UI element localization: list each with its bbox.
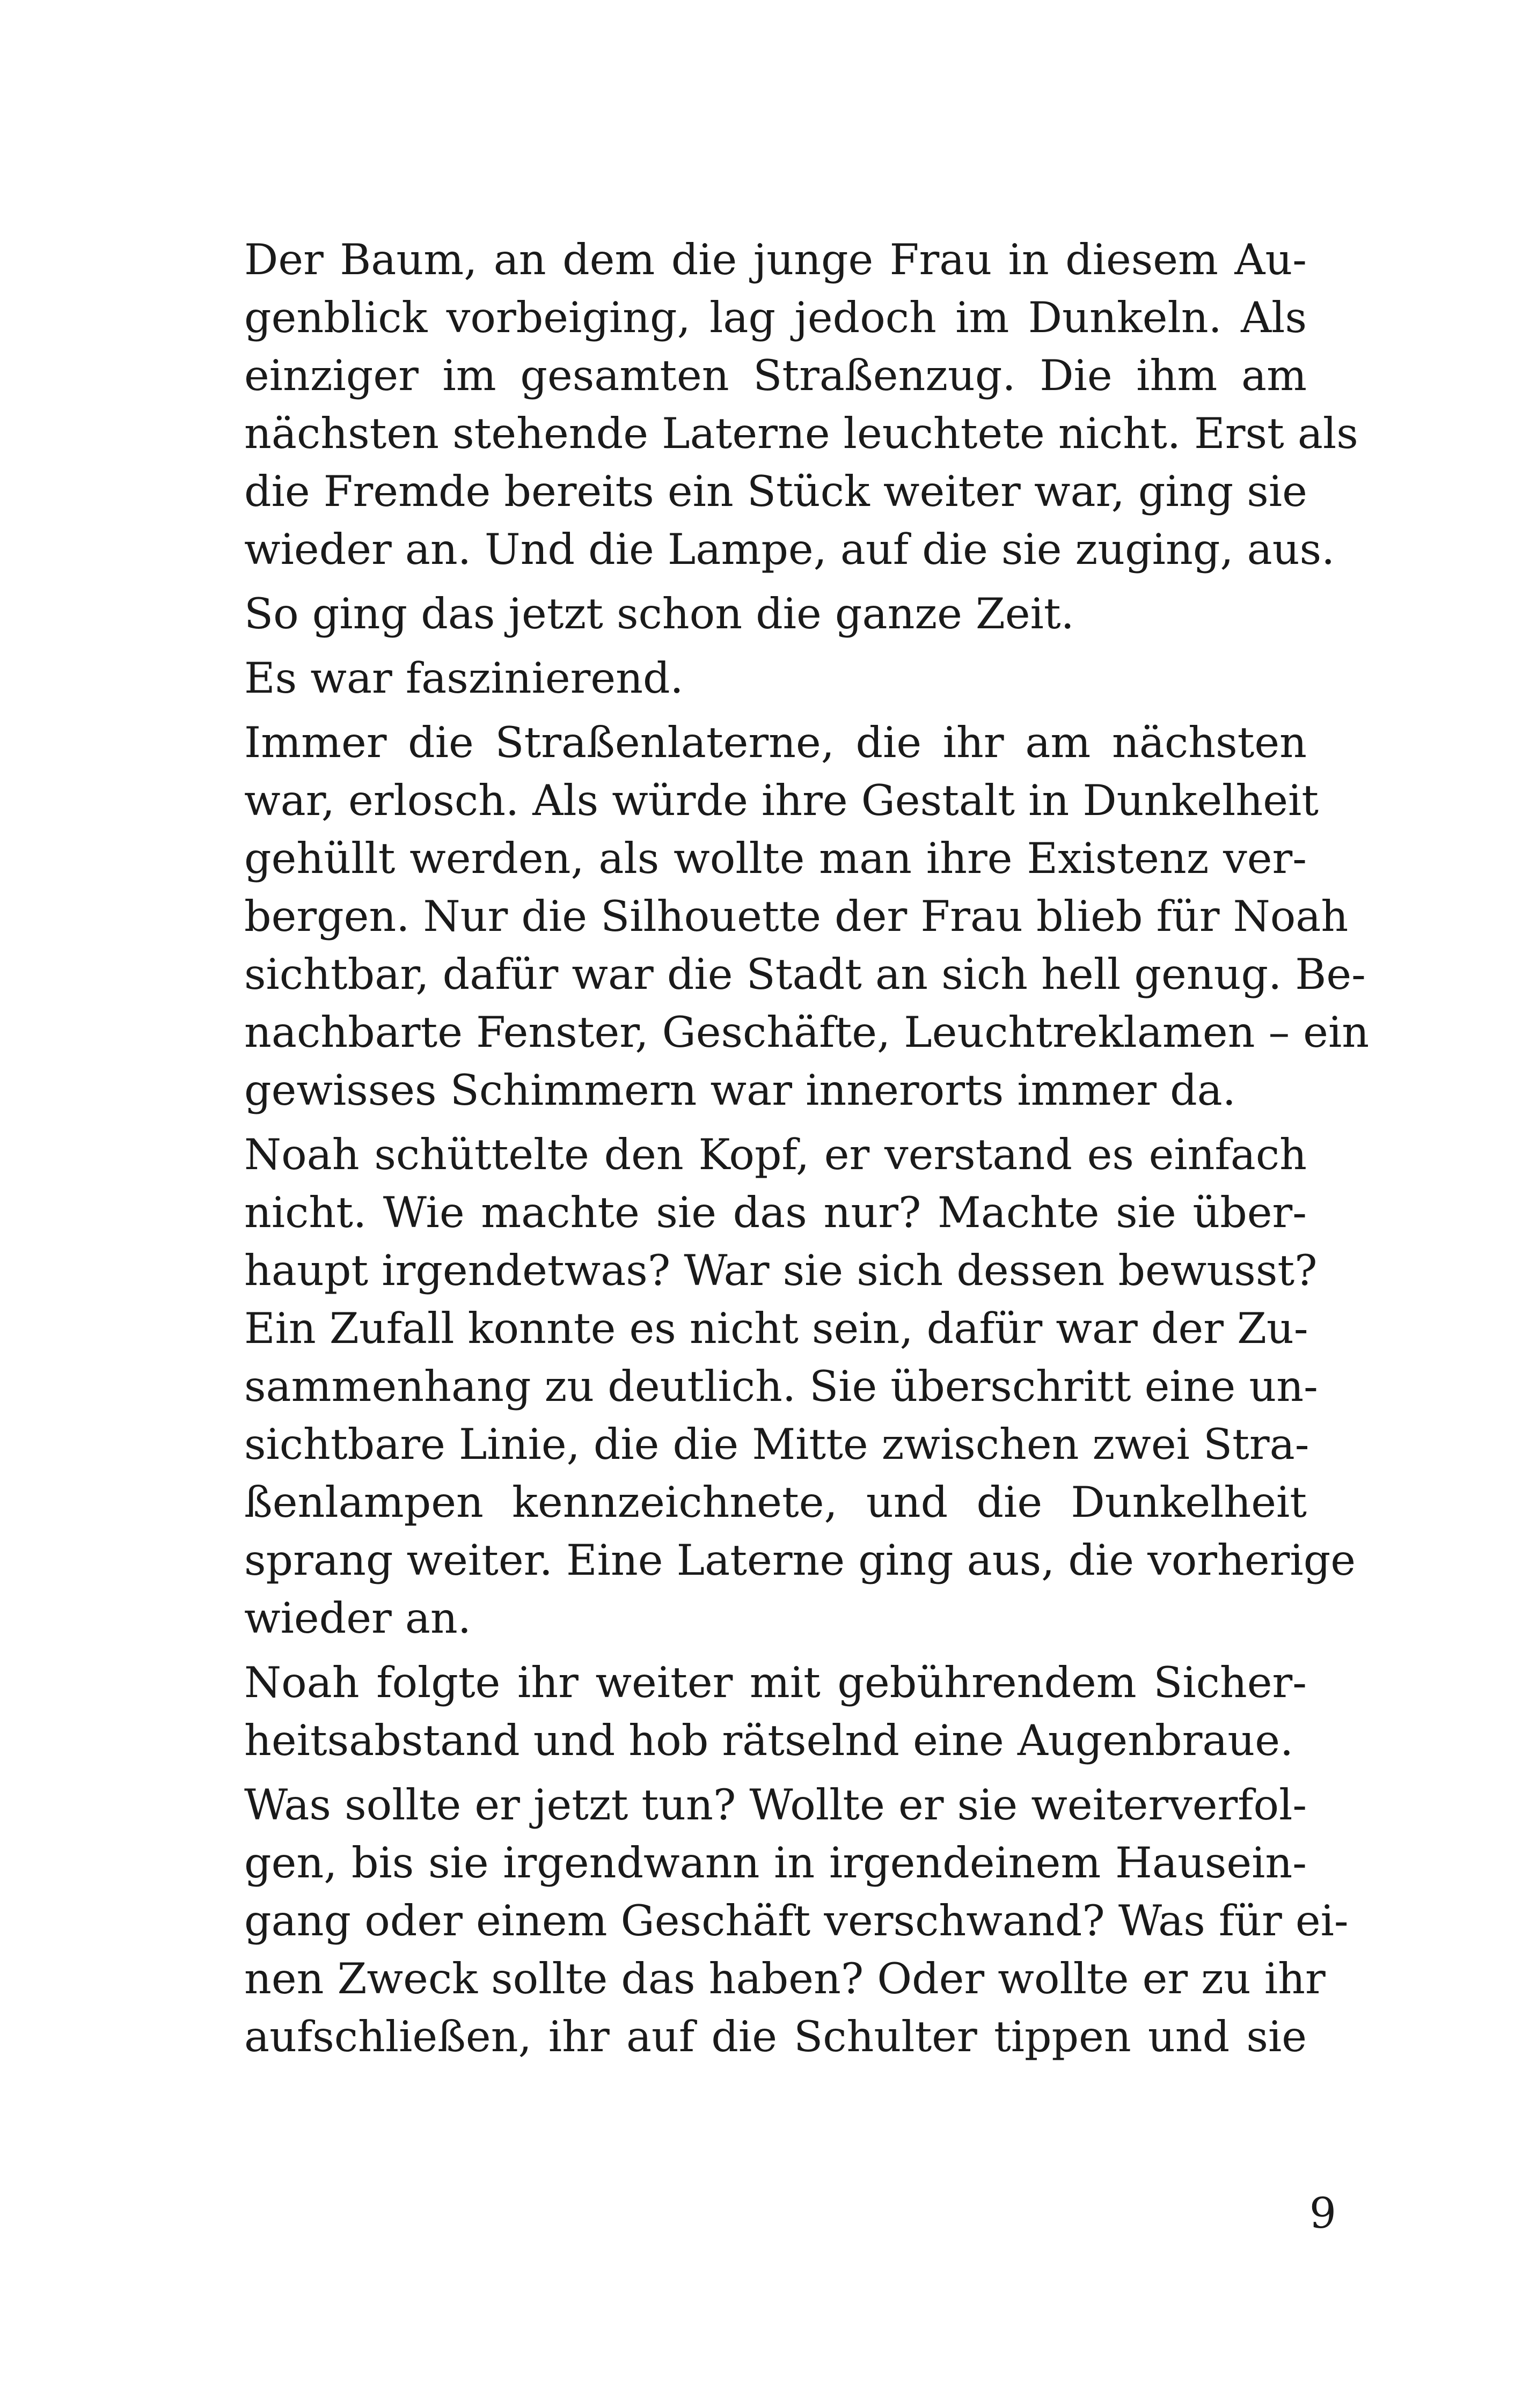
body-text: [244, 231, 1370, 2072]
text-line: gewisses Schimmern war innerorts immer da.: [244, 1066, 1236, 1115]
paragraph: [244, 1776, 1349, 2066]
text-line: Immer die Straßenlaterne, die ihr am nächsten: [244, 718, 1307, 767]
text-line: sammenhang zu deutlich. Sie überschritt eine un-: [244, 1362, 1318, 1411]
paragraph: [244, 585, 1307, 643]
text-line: heitsabstand und hob rätselnd eine Augenbraue.: [244, 1716, 1294, 1765]
paragraph: [244, 1654, 1307, 1770]
text-line: einziger im gesamten Straßenzug. Die ihm am: [244, 351, 1307, 400]
text-line: Es war faszinierend.: [244, 654, 684, 703]
text-line: nachbarte Fenster, Geschäfte, Leuchtreklamen – ein: [244, 1008, 1370, 1057]
text-line: Der Baum, an dem die junge Frau in diesem Au-: [244, 235, 1307, 284]
text-line: sprang weiter. Eine Laterne ging aus, die vorherige: [244, 1536, 1356, 1585]
text-line: sichtbare Linie, die die Mitte zwischen zwei Stra-: [244, 1420, 1309, 1469]
text-line: gen, bis sie irgendwann in irgendeinem Hausein-: [244, 1838, 1307, 1888]
paragraph: [244, 649, 1307, 707]
text-line: genblick vorbeiging, lag jedoch im Dunkeln. Als: [244, 293, 1307, 342]
text-line: Was sollte er jetzt tun? Wollte er sie weiterverfol-: [244, 1780, 1307, 1830]
text-line: nicht. Wie machte sie das nur? Machte sie über-: [244, 1188, 1307, 1237]
paragraph: [244, 231, 1358, 578]
text-line: So ging das jetzt schon die ganze Zeit.: [244, 589, 1074, 638]
text-line: haupt irgendetwas? War sie sich dessen bewusst?: [244, 1246, 1318, 1295]
text-line: gang oder einem Geschäft verschwand? Was für ei-: [244, 1896, 1349, 1946]
paragraph: [244, 714, 1370, 1119]
page-number: 9: [1309, 2189, 1336, 2238]
text-line: ßenlampen kennzeichnete, und die Dunkelheit: [244, 1478, 1307, 1527]
text-line: die Fremde bereits ein Stück weiter war, ging sie: [244, 467, 1307, 516]
text-line: Noah schüttelte den Kopf, er verstand es einfach: [244, 1130, 1307, 1179]
text-line: Ein Zufall konnte es nicht sein, dafür war der Zu-: [244, 1304, 1308, 1353]
text-line: wieder an. Und die Lampe, auf die sie zuging, aus.: [244, 525, 1335, 574]
text-line: nen Zweck sollte das haben? Oder wollte er zu ihr: [244, 1954, 1326, 2003]
text-line: aufschließen, ihr auf die Schulter tippen und sie: [244, 2012, 1307, 2061]
text-line: nächsten stehende Laterne leuchtete nicht. Erst als: [244, 409, 1358, 458]
text-line: war, erlosch. Als würde ihre Gestalt in Dunkelheit: [244, 776, 1319, 825]
text-line: bergen. Nur die Silhouette der Frau blieb für Noah: [244, 892, 1349, 941]
paragraph: [244, 1126, 1356, 1647]
text-line: sichtbar, dafür war die Stadt an sich hell genug. Be-: [244, 950, 1366, 999]
text-line: Noah folgte ihr weiter mit gebührendem Sicher-: [244, 1658, 1307, 1707]
text-line: gehüllt werden, als wollte man ihre Existenz ver-: [244, 834, 1307, 883]
text-line: wieder an.: [244, 1594, 471, 1643]
